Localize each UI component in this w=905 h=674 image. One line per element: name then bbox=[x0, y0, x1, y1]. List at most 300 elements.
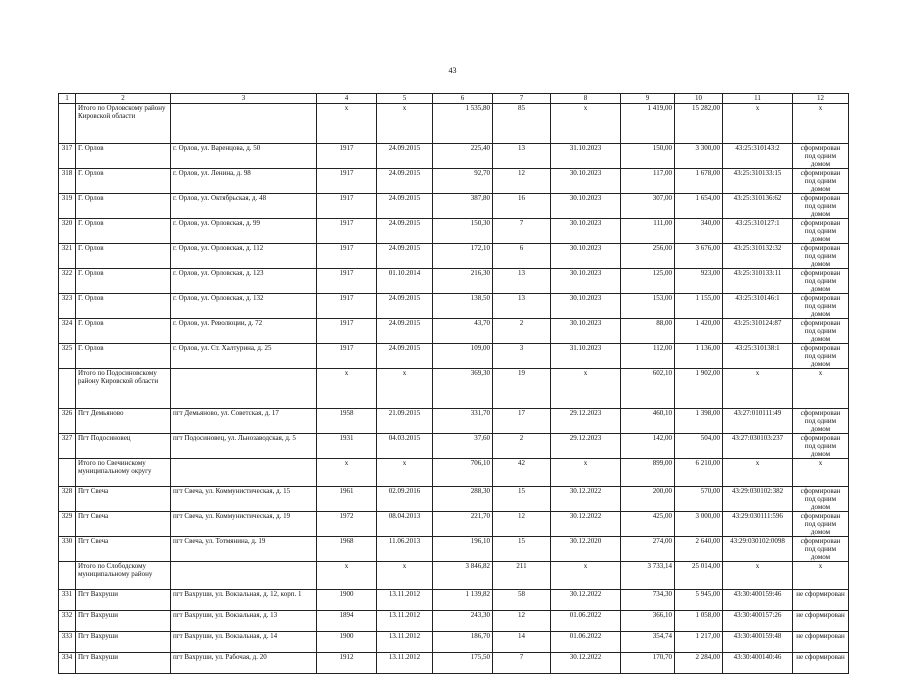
land-area-cell: 899,00 bbox=[621, 459, 675, 487]
deadline-cell: 30.12.2022 bbox=[551, 487, 621, 512]
date-cell: 24.09.2015 bbox=[377, 169, 433, 194]
header-cell: 12 bbox=[793, 94, 849, 104]
cost-cell: 1 217,00 bbox=[675, 632, 723, 653]
cost-cell: 3 300,00 bbox=[675, 144, 723, 169]
locality-cell: Г. Орлов bbox=[76, 294, 171, 319]
area-cell: 138,50 bbox=[433, 294, 493, 319]
land-status-cell: x bbox=[793, 104, 849, 144]
residents-cell: 7 bbox=[493, 653, 551, 674]
row-number-cell bbox=[59, 369, 76, 409]
area-cell: 186,70 bbox=[433, 632, 493, 653]
row-number-cell bbox=[59, 104, 76, 144]
land-area-cell: 602,10 bbox=[621, 369, 675, 409]
row-number-cell: 330 bbox=[59, 537, 76, 562]
land-area-cell: 111,00 bbox=[621, 219, 675, 244]
address-cell: пгт Свеча, ул. Коммунистическая, д. 19 bbox=[171, 512, 317, 537]
residents-cell: 13 bbox=[493, 144, 551, 169]
cadastral-number-cell: 43:30:400159:46 bbox=[723, 590, 793, 611]
cadastral-number-cell: 43:25:310133:11 bbox=[723, 269, 793, 294]
land-area-cell: 274,00 bbox=[621, 537, 675, 562]
deadline-cell: 31.10.2023 bbox=[551, 144, 621, 169]
date-cell: 11.06.2013 bbox=[377, 537, 433, 562]
residents-cell: 3 bbox=[493, 344, 551, 369]
land-area-cell: 200,00 bbox=[621, 487, 675, 512]
date-cell: 02.09.2016 bbox=[377, 487, 433, 512]
cadastral-number-cell: x bbox=[723, 459, 793, 487]
cost-cell: 1 420,00 bbox=[675, 319, 723, 344]
build-year-cell: 1917 bbox=[317, 269, 377, 294]
table-row bbox=[59, 611, 849, 632]
cadastral-number-cell: 43:25:310132:32 bbox=[723, 244, 793, 269]
area-cell: 175,50 bbox=[433, 653, 493, 674]
table-row bbox=[59, 653, 849, 674]
locality-cell: Пгт Вахруши bbox=[76, 653, 171, 674]
subtotal-row bbox=[59, 459, 849, 487]
cost-cell: 1 155,00 bbox=[675, 294, 723, 319]
deadline-cell: x bbox=[551, 369, 621, 409]
address-cell: г. Орлов, ул. Варенцова, д. 50 bbox=[171, 144, 317, 169]
locality-cell: Г. Орлов bbox=[76, 194, 171, 219]
deadline-cell: 30.12.2022 bbox=[551, 653, 621, 674]
land-status-cell: не сформирован bbox=[793, 590, 849, 611]
locality-cell: Г. Орлов bbox=[76, 219, 171, 244]
cadastral-number-cell: 43:25:310143:2 bbox=[723, 144, 793, 169]
address-cell: пгт Демьяново, ул. Советская, д. 17 bbox=[171, 409, 317, 434]
address-cell: г. Орлов, ул. Ленина, д. 98 bbox=[171, 169, 317, 194]
deadline-cell: 30.10.2023 bbox=[551, 294, 621, 319]
housing-register-table bbox=[58, 93, 849, 674]
build-year-cell: x bbox=[317, 562, 377, 590]
residents-cell: 58 bbox=[493, 590, 551, 611]
header-cell: 4 bbox=[317, 94, 377, 104]
deadline-cell: 30.12.2022 bbox=[551, 590, 621, 611]
address-cell bbox=[171, 104, 317, 144]
cadastral-number-cell: 43:30:400157:26 bbox=[723, 611, 793, 632]
cost-cell: 1 136,00 bbox=[675, 344, 723, 369]
land-area-cell: 142,00 bbox=[621, 434, 675, 459]
deadline-cell: 30.10.2023 bbox=[551, 269, 621, 294]
cost-cell: 504,00 bbox=[675, 434, 723, 459]
area-cell: 1 535,80 bbox=[433, 104, 493, 144]
address-cell: пгт Свеча, ул. Коммунистическая, д. 15 bbox=[171, 487, 317, 512]
address-cell: пгт Подосиновец, ул. Льнозаводская, д. 5 bbox=[171, 434, 317, 459]
cadastral-number-cell: 43:25:310146:1 bbox=[723, 294, 793, 319]
residents-cell: 16 bbox=[493, 194, 551, 219]
locality-cell: Пгт Вахруши bbox=[76, 590, 171, 611]
build-year-cell: 1917 bbox=[317, 344, 377, 369]
land-area-cell: 460,10 bbox=[621, 409, 675, 434]
row-number-cell: 317 bbox=[59, 144, 76, 169]
land-area-cell: 170,70 bbox=[621, 653, 675, 674]
row-number-cell: 320 bbox=[59, 219, 76, 244]
address-cell: г. Орлов, ул. Орловская, д. 99 bbox=[171, 219, 317, 244]
residents-cell: 15 bbox=[493, 537, 551, 562]
land-status-cell: сформирован под одним домом bbox=[793, 269, 849, 294]
deadline-cell: 30.10.2023 bbox=[551, 244, 621, 269]
locality-cell: Г. Орлов bbox=[76, 269, 171, 294]
area-cell: 243,30 bbox=[433, 611, 493, 632]
cadastral-number-cell: 43:25:310124:87 bbox=[723, 319, 793, 344]
land-area-cell: 256,00 bbox=[621, 244, 675, 269]
area-cell: 37,60 bbox=[433, 434, 493, 459]
header-cell: 5 bbox=[377, 94, 433, 104]
deadline-cell: x bbox=[551, 459, 621, 487]
deadline-cell: x bbox=[551, 562, 621, 590]
date-cell: 24.09.2015 bbox=[377, 294, 433, 319]
build-year-cell: x bbox=[317, 104, 377, 144]
build-year-cell: 1894 bbox=[317, 611, 377, 632]
build-year-cell: 1931 bbox=[317, 434, 377, 459]
cadastral-number-cell: 43:29:030111:596 bbox=[723, 512, 793, 537]
deadline-cell: 31.10.2023 bbox=[551, 344, 621, 369]
address-cell: г. Орлов, ул. Орловская, д. 123 bbox=[171, 269, 317, 294]
locality-cell: Г. Орлов bbox=[76, 244, 171, 269]
land-status-cell: сформирован под одним домом bbox=[793, 219, 849, 244]
row-number-cell: 327 bbox=[59, 434, 76, 459]
cost-cell: 15 282,00 bbox=[675, 104, 723, 144]
table-row bbox=[59, 487, 849, 512]
build-year-cell: x bbox=[317, 369, 377, 409]
residents-cell: 85 bbox=[493, 104, 551, 144]
date-cell: 01.10.2014 bbox=[377, 269, 433, 294]
locality-cell: Пгт Свеча bbox=[76, 537, 171, 562]
area-cell: 387,80 bbox=[433, 194, 493, 219]
address-cell: г. Орлов, ул. Орловская, д. 132 bbox=[171, 294, 317, 319]
date-cell: 21.09.2015 bbox=[377, 409, 433, 434]
header-cell: 7 bbox=[493, 94, 551, 104]
build-year-cell: 1917 bbox=[317, 144, 377, 169]
residents-cell: 19 bbox=[493, 369, 551, 409]
subtotal-row bbox=[59, 369, 849, 409]
build-year-cell: 1900 bbox=[317, 632, 377, 653]
address-cell: пгт Вахруши, ул. Вокзальная, д. 13 bbox=[171, 611, 317, 632]
build-year-cell: 1912 bbox=[317, 653, 377, 674]
cadastral-number-cell: 43:25:310127:1 bbox=[723, 219, 793, 244]
land-status-cell: сформирован под одним домом bbox=[793, 487, 849, 512]
date-cell: 13.11.2012 bbox=[377, 632, 433, 653]
deadline-cell: 30.12.2022 bbox=[551, 512, 621, 537]
address-cell: г. Орлов, ул. Орловская, д. 112 bbox=[171, 244, 317, 269]
cost-cell: 1 398,00 bbox=[675, 409, 723, 434]
land-status-cell: сформирован под одним домом bbox=[793, 144, 849, 169]
subtotal-row bbox=[59, 104, 849, 144]
area-cell: 225,40 bbox=[433, 144, 493, 169]
table-row bbox=[59, 409, 849, 434]
header-cell: 6 bbox=[433, 94, 493, 104]
locality-cell: Г. Орлов bbox=[76, 169, 171, 194]
land-status-cell: сформирован под одним домом bbox=[793, 194, 849, 219]
table-row bbox=[59, 194, 849, 219]
address-cell bbox=[171, 562, 317, 590]
area-cell: 331,70 bbox=[433, 409, 493, 434]
locality-cell: Пгт Вахруши bbox=[76, 611, 171, 632]
cost-cell: 6 210,00 bbox=[675, 459, 723, 487]
residents-cell: 12 bbox=[493, 169, 551, 194]
header-row bbox=[59, 94, 849, 104]
table-row bbox=[59, 169, 849, 194]
address-cell: пгт Вахруши, ул. Рабочая, д. 20 bbox=[171, 653, 317, 674]
locality-cell: Г. Орлов bbox=[76, 144, 171, 169]
area-cell: 150,30 bbox=[433, 219, 493, 244]
build-year-cell: 1917 bbox=[317, 294, 377, 319]
deadline-cell: 30.10.2023 bbox=[551, 319, 621, 344]
residents-cell: 13 bbox=[493, 294, 551, 319]
land-status-cell: сформирован под одним домом bbox=[793, 169, 849, 194]
date-cell: x bbox=[377, 459, 433, 487]
deadline-cell: 30.12.2020 bbox=[551, 537, 621, 562]
build-year-cell: x bbox=[317, 459, 377, 487]
cost-cell: 5 945,00 bbox=[675, 590, 723, 611]
deadline-cell: 30.10.2023 bbox=[551, 169, 621, 194]
deadline-cell: 29.12.2023 bbox=[551, 434, 621, 459]
date-cell: x bbox=[377, 562, 433, 590]
date-cell: x bbox=[377, 369, 433, 409]
deadline-cell: 29.12.2023 bbox=[551, 409, 621, 434]
table-row bbox=[59, 269, 849, 294]
table-row bbox=[59, 590, 849, 611]
deadline-cell: 30.10.2023 bbox=[551, 219, 621, 244]
table-row bbox=[59, 319, 849, 344]
table-row bbox=[59, 344, 849, 369]
date-cell: 24.09.2015 bbox=[377, 319, 433, 344]
residents-cell: 42 bbox=[493, 459, 551, 487]
header-cell: 9 bbox=[621, 94, 675, 104]
cost-cell: 2 284,00 bbox=[675, 653, 723, 674]
area-cell: 196,10 bbox=[433, 537, 493, 562]
row-number-cell: 329 bbox=[59, 512, 76, 537]
cost-cell: 340,00 bbox=[675, 219, 723, 244]
area-cell: 369,30 bbox=[433, 369, 493, 409]
row-number-cell: 332 bbox=[59, 611, 76, 632]
area-cell: 43,70 bbox=[433, 319, 493, 344]
header-cell: 1 bbox=[59, 94, 76, 104]
build-year-cell: 1972 bbox=[317, 512, 377, 537]
cadastral-number-cell: x bbox=[723, 104, 793, 144]
residents-cell: 2 bbox=[493, 319, 551, 344]
address-cell: г. Орлов, ул. Ст. Халтурина, д. 25 bbox=[171, 344, 317, 369]
cadastral-number-cell: 43:25:310133:15 bbox=[723, 169, 793, 194]
cadastral-number-cell: 43:29:030102:0098 bbox=[723, 537, 793, 562]
locality-cell: Пгт Свеча bbox=[76, 512, 171, 537]
row-number-cell: 331 bbox=[59, 590, 76, 611]
date-cell: 24.09.2015 bbox=[377, 244, 433, 269]
date-cell: 13.11.2012 bbox=[377, 590, 433, 611]
land-status-cell: сформирован под одним домом bbox=[793, 244, 849, 269]
cadastral-number-cell: 43:25:310136:62 bbox=[723, 194, 793, 219]
residents-cell: 14 bbox=[493, 632, 551, 653]
cadastral-number-cell: 43:29:030102:382 bbox=[723, 487, 793, 512]
build-year-cell: 1917 bbox=[317, 319, 377, 344]
build-year-cell: 1961 bbox=[317, 487, 377, 512]
area-cell: 109,00 bbox=[433, 344, 493, 369]
locality-cell: Итого по Подосиновскому району Кировской области bbox=[76, 369, 171, 409]
land-status-cell: не сформирован bbox=[793, 611, 849, 632]
deadline-cell: 01.06.2022 bbox=[551, 611, 621, 632]
header-cell: 8 bbox=[551, 94, 621, 104]
locality-cell: Пгт Вахруши bbox=[76, 632, 171, 653]
cost-cell: 570,00 bbox=[675, 487, 723, 512]
locality-cell: Пгт Демьяново bbox=[76, 409, 171, 434]
cost-cell: 25 014,00 bbox=[675, 562, 723, 590]
locality-cell: Г. Орлов bbox=[76, 319, 171, 344]
locality-cell: Итого по Орловскому району Кировской области bbox=[76, 104, 171, 144]
row-number-cell: 321 bbox=[59, 244, 76, 269]
build-year-cell: 1917 bbox=[317, 194, 377, 219]
cadastral-number-cell: 43:30:400140:46 bbox=[723, 653, 793, 674]
cadastral-number-cell: x bbox=[723, 369, 793, 409]
row-number-cell bbox=[59, 562, 76, 590]
land-area-cell: 425,00 bbox=[621, 512, 675, 537]
locality-cell: Г. Орлов bbox=[76, 344, 171, 369]
area-cell: 172,10 bbox=[433, 244, 493, 269]
address-cell: пгт Вахруши, ул. Вокзальная, д. 14 bbox=[171, 632, 317, 653]
table-row bbox=[59, 294, 849, 319]
land-status-cell: x bbox=[793, 459, 849, 487]
row-number-cell: 325 bbox=[59, 344, 76, 369]
residents-cell: 12 bbox=[493, 512, 551, 537]
locality-cell: Пгт Свеча bbox=[76, 487, 171, 512]
land-status-cell: x bbox=[793, 562, 849, 590]
land-status-cell: x bbox=[793, 369, 849, 409]
row-number-cell: 328 bbox=[59, 487, 76, 512]
cadastral-number-cell: 43:30:400159:48 bbox=[723, 632, 793, 653]
land-status-cell: не сформирован bbox=[793, 632, 849, 653]
area-cell: 288,30 bbox=[433, 487, 493, 512]
row-number-cell: 319 bbox=[59, 194, 76, 219]
land-area-cell: 3 733,14 bbox=[621, 562, 675, 590]
residents-cell: 17 bbox=[493, 409, 551, 434]
date-cell: 13.11.2012 bbox=[377, 653, 433, 674]
deadline-cell: x bbox=[551, 104, 621, 144]
cadastral-number-cell: 43:27:010111:49 bbox=[723, 409, 793, 434]
residents-cell: 13 bbox=[493, 269, 551, 294]
row-number-cell: 323 bbox=[59, 294, 76, 319]
land-status-cell: сформирован под одним домом bbox=[793, 537, 849, 562]
cost-cell: 1 902,00 bbox=[675, 369, 723, 409]
table-row bbox=[59, 537, 849, 562]
row-number-cell: 324 bbox=[59, 319, 76, 344]
row-number-cell bbox=[59, 459, 76, 487]
date-cell: x bbox=[377, 104, 433, 144]
area-cell: 221,70 bbox=[433, 512, 493, 537]
cadastral-number-cell: 43:27:030103:237 bbox=[723, 434, 793, 459]
row-number-cell: 334 bbox=[59, 653, 76, 674]
build-year-cell: 1900 bbox=[317, 590, 377, 611]
build-year-cell: 1917 bbox=[317, 169, 377, 194]
deadline-cell: 30.10.2023 bbox=[551, 194, 621, 219]
address-cell bbox=[171, 459, 317, 487]
locality-cell: Пгт Подосиновец bbox=[76, 434, 171, 459]
land-status-cell: сформирован под одним домом bbox=[793, 434, 849, 459]
table-row bbox=[59, 219, 849, 244]
header-cell: 10 bbox=[675, 94, 723, 104]
build-year-cell: 1958 bbox=[317, 409, 377, 434]
row-number-cell: 326 bbox=[59, 409, 76, 434]
land-area-cell: 734,30 bbox=[621, 590, 675, 611]
cost-cell: 2 640,00 bbox=[675, 537, 723, 562]
area-cell: 3 846,82 bbox=[433, 562, 493, 590]
header-cell: 11 bbox=[723, 94, 793, 104]
row-number-cell: 318 bbox=[59, 169, 76, 194]
table-row bbox=[59, 244, 849, 269]
area-cell: 1 139,82 bbox=[433, 590, 493, 611]
residents-cell: 7 bbox=[493, 219, 551, 244]
cost-cell: 3 000,00 bbox=[675, 512, 723, 537]
cadastral-number-cell: 43:25:310138:1 bbox=[723, 344, 793, 369]
header-cell: 2 bbox=[76, 94, 171, 104]
date-cell: 04.03.2015 bbox=[377, 434, 433, 459]
residents-cell: 15 bbox=[493, 487, 551, 512]
land-status-cell: сформирован под одним домом bbox=[793, 319, 849, 344]
land-area-cell: 125,00 bbox=[621, 269, 675, 294]
cadastral-number-cell: x bbox=[723, 562, 793, 590]
table-row bbox=[59, 512, 849, 537]
table-row bbox=[59, 144, 849, 169]
page-number: 43 bbox=[448, 66, 457, 75]
build-year-cell: 1917 bbox=[317, 244, 377, 269]
subtotal-row bbox=[59, 562, 849, 590]
row-number-cell: 333 bbox=[59, 632, 76, 653]
land-area-cell: 354,74 bbox=[621, 632, 675, 653]
residents-cell: 12 bbox=[493, 611, 551, 632]
land-area-cell: 153,00 bbox=[621, 294, 675, 319]
cost-cell: 1 678,00 bbox=[675, 169, 723, 194]
date-cell: 24.09.2015 bbox=[377, 194, 433, 219]
locality-cell: Итого по Слободскому муниципальному району bbox=[76, 562, 171, 590]
residents-cell: 2 bbox=[493, 434, 551, 459]
land-status-cell: сформирован под одним домом bbox=[793, 344, 849, 369]
cost-cell: 1 654,00 bbox=[675, 194, 723, 219]
land-status-cell: не сформирован bbox=[793, 653, 849, 674]
area-cell: 92,70 bbox=[433, 169, 493, 194]
cost-cell: 3 676,00 bbox=[675, 244, 723, 269]
land-area-cell: 307,00 bbox=[621, 194, 675, 219]
date-cell: 24.09.2015 bbox=[377, 144, 433, 169]
address-cell: г. Орлов, ул. Революции, д. 72 bbox=[171, 319, 317, 344]
address-cell: пгт Свеча, ул. Тотмянина, д. 19 bbox=[171, 537, 317, 562]
area-cell: 706,10 bbox=[433, 459, 493, 487]
residents-cell: 6 bbox=[493, 244, 551, 269]
cost-cell: 1 058,00 bbox=[675, 611, 723, 632]
build-year-cell: 1968 bbox=[317, 537, 377, 562]
build-year-cell: 1917 bbox=[317, 219, 377, 244]
date-cell: 24.09.2015 bbox=[377, 344, 433, 369]
address-cell: пгт Вахруши, ул. Вокзальная, д. 12, корп. 1 bbox=[171, 590, 317, 611]
land-area-cell: 1 419,00 bbox=[621, 104, 675, 144]
land-area-cell: 117,00 bbox=[621, 169, 675, 194]
table-row bbox=[59, 434, 849, 459]
land-area-cell: 112,00 bbox=[621, 344, 675, 369]
date-cell: 08.04.2013 bbox=[377, 512, 433, 537]
deadline-cell: 01.06.2022 bbox=[551, 632, 621, 653]
address-cell: г. Орлов, ул. Октябрьская, д. 48 bbox=[171, 194, 317, 219]
land-area-cell: 366,10 bbox=[621, 611, 675, 632]
address-cell bbox=[171, 369, 317, 409]
locality-cell: Итого по Свечинскому муниципальному округу bbox=[76, 459, 171, 487]
residents-cell: 211 bbox=[493, 562, 551, 590]
land-area-cell: 88,00 bbox=[621, 319, 675, 344]
row-number-cell: 322 bbox=[59, 269, 76, 294]
date-cell: 24.09.2015 bbox=[377, 219, 433, 244]
date-cell: 13.11.2012 bbox=[377, 611, 433, 632]
land-status-cell: сформирован под одним домом bbox=[793, 512, 849, 537]
land-status-cell: сформирован под одним домом bbox=[793, 294, 849, 319]
table-row bbox=[59, 632, 849, 653]
cost-cell: 923,00 bbox=[675, 269, 723, 294]
area-cell: 216,30 bbox=[433, 269, 493, 294]
land-status-cell: сформирован под одним домом bbox=[793, 409, 849, 434]
header-cell: 3 bbox=[171, 94, 317, 104]
